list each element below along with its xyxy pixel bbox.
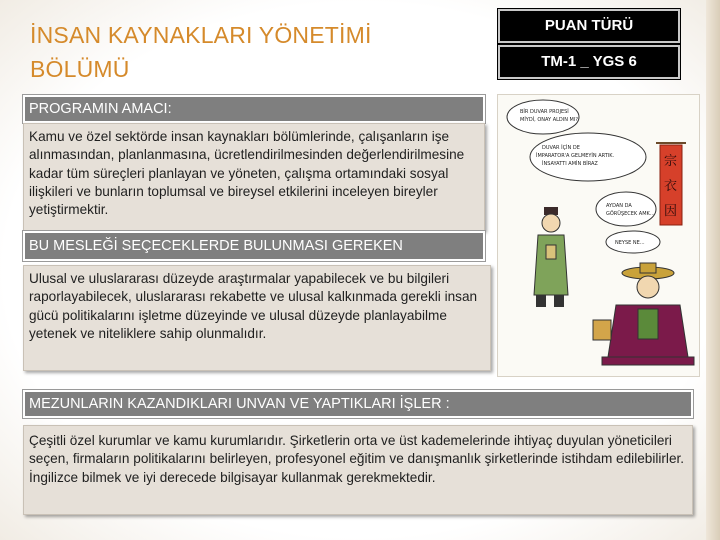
- graduates-text: Çeşitli özel kurumlar ve kamu kurumlarıdır. Şirketlerin orta ve üst kademelerinde ihtiyaç duyulan yöneticileri seçen, firmaların politikalarını belirleyen, profesyonel eğitim ve danışmanlık şirketlerinde istihdam edilebilirler. İngilizce bilmek ve iyi derecede bilgisayar kullanmak gerekmektedir.: [23, 425, 693, 515]
- title-line-2: BÖLÜMÜ: [30, 56, 130, 82]
- bubble-2-text-3: İNSAYATTI AMİN BİRAZ: [542, 161, 598, 167]
- slide-edge: [706, 0, 720, 540]
- bubble-2-text: DUVAR İÇİN DE: [542, 145, 580, 151]
- banner-char-1: 宗: [664, 153, 678, 168]
- cartoon-illustration: [497, 94, 700, 377]
- bubble-1-text-2: MİYDİ, ONAY ALDIN MI?: [520, 117, 579, 123]
- bubble-4-text: NEYSE NE...: [615, 240, 645, 246]
- bubble-3-text-2: GÖRÜŞECEK AMK...: [606, 211, 655, 217]
- puan-turu-header: PUAN TÜRÜ: [498, 9, 680, 43]
- graduates-heading: MEZUNLARIN KAZANDIKLARI UNVAN VE YAPTIKLARI İŞLER :: [23, 390, 693, 418]
- bubble-3-text: AYDAN DA: [606, 203, 632, 209]
- banner-char-3: 因: [664, 203, 678, 218]
- small-table: [593, 320, 611, 340]
- banner-char-2: 衣: [664, 178, 678, 193]
- bubble-2-text-2: İMPARATOR'A GELMEYİN ARTIK.: [536, 153, 615, 159]
- seated-figure: [602, 263, 694, 365]
- traits-text: Ulusal ve uluslararası düzeyde araştırmalar yapabilecek ve bu bilgileri raporlayabilecek, uluslararası rekabette ve ulusal kalkınmada gerekli insan gücü politikalarını işletme düzeyinde ve ulusal düzeyde planlayabilme yetenek ve niteliklere sahip olunmalıdır.: [23, 265, 491, 371]
- page-title: [30, 18, 450, 86]
- traits-heading: BU MESLEĞİ SEÇECEKLERDE BULUNMASI GEREKEN: [23, 231, 485, 261]
- puan-turu-value: TM-1 _ YGS 6: [498, 45, 680, 79]
- bubble-1-text: BİR DUVAR PROJESİ: [520, 109, 569, 115]
- cartoon-drawing: [498, 95, 699, 376]
- title-line-1: İNSAN KAYNAKLARI YÖNETİMİ: [30, 22, 372, 48]
- program-text: Kamu ve özel sektörde insan kaynakları bölümlerinde, çalışanların işe alınmasından, planlanmasına, ücretlendirilmesinden değerlendirilmesine kadar tüm süreçleri planlayan ve yöneten, çalışma ortamındaki sosyal ilişkileri ve bunların toplumsal ve bireysel etkilerini inceleyen bireyler yetiştirmektir.: [23, 123, 485, 231]
- program-heading: PROGRAMIN AMACI:: [23, 95, 485, 123]
- standing-figure: [534, 207, 568, 307]
